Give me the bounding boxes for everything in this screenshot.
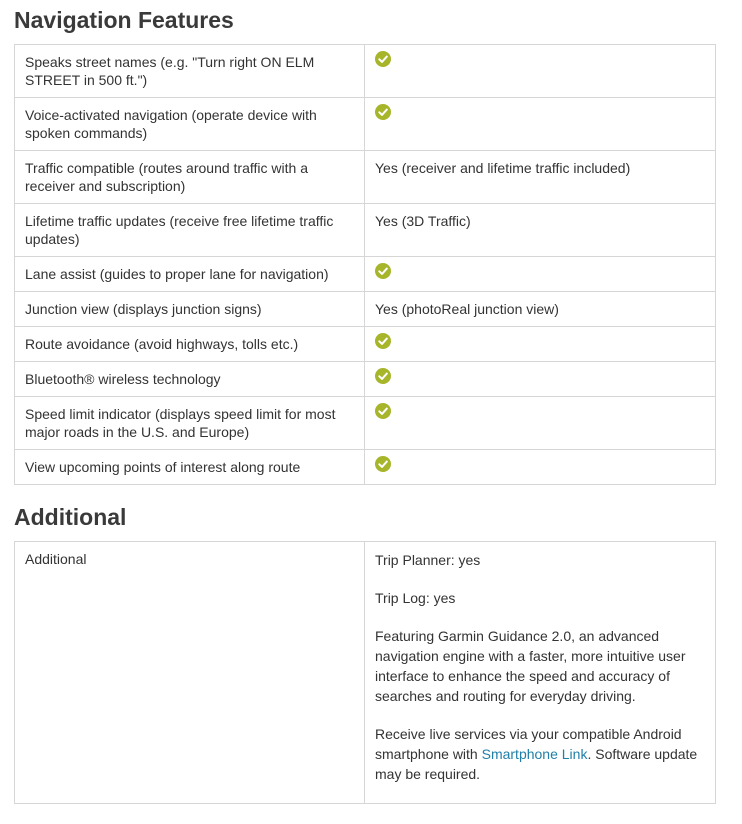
check-circle-icon [375, 104, 391, 120]
feature-value [365, 151, 716, 204]
table-row [15, 98, 716, 151]
navigation-features-body [15, 45, 716, 485]
check-circle-icon [375, 333, 391, 349]
table-row [15, 45, 716, 98]
check-circle-icon [375, 368, 391, 384]
table-row [15, 292, 716, 327]
table-row [15, 542, 716, 804]
feature-label: Lifetime traffic updates (receive free lifetime traffic updates) [15, 204, 365, 257]
feature-label: Junction view (displays junction signs) [15, 292, 365, 327]
feature-value [365, 450, 716, 485]
section-title-additional: Additional [14, 504, 127, 530]
feature-label: Speed limit indicator (displays speed limit for most major roads in the U.S. and Europe) [15, 397, 365, 450]
feature-value-text: Yes (receiver and lifetime traffic included) [375, 160, 631, 176]
table-row [15, 327, 716, 362]
additional-value [365, 542, 716, 804]
check-circle-icon [375, 456, 391, 472]
check-circle-icon [375, 51, 391, 67]
feature-value [365, 397, 716, 450]
live-services-suffix: . Software update may be required. [375, 746, 698, 782]
check-circle-icon [375, 263, 391, 279]
feature-label: View upcoming points of interest along route [15, 450, 365, 485]
section-title-navigation-features: Navigation Features [14, 7, 234, 33]
feature-value-text: Yes (photoReal junction view) [375, 301, 559, 317]
live-services-text [375, 724, 705, 784]
table-row [15, 450, 716, 485]
table-row [15, 257, 716, 292]
smartphone-link[interactable]: Smartphone Link [481, 746, 588, 762]
feature-value [365, 257, 716, 292]
feature-value [365, 98, 716, 151]
feature-label: Lane assist (guides to proper lane for navigation) [15, 257, 365, 292]
feature-label: Traffic compatible (routes around traffic with a receiver and subscription) [15, 151, 365, 204]
additional-table [14, 541, 716, 804]
feature-label: Route avoidance (avoid highways, tolls etc.) [15, 327, 365, 362]
live-services-prefix: Receive live services via your compatible Android smartphone with [375, 726, 682, 762]
table-row [15, 151, 716, 204]
trip-planner-text: Trip Planner: yes [375, 552, 481, 568]
table-row [15, 362, 716, 397]
feature-value [365, 362, 716, 397]
feature-label: Bluetooth® wireless technology [15, 362, 365, 397]
navigation-features-table [14, 44, 716, 485]
feature-value [365, 204, 716, 257]
guidance-text: Featuring Garmin Guidance 2.0, an advanced navigation engine with a faster, more intuitive user interface to enhance the speed and accuracy of searches and routing for everyday driving. [375, 628, 686, 704]
feature-label: Voice-activated navigation (operate device with spoken commands) [15, 98, 365, 151]
additional-label: Additional [15, 542, 365, 804]
feature-value [365, 327, 716, 362]
feature-value [365, 45, 716, 98]
table-row [15, 204, 716, 257]
feature-label: Speaks street names (e.g. "Turn right ON ELM STREET in 500 ft.") [15, 45, 365, 98]
table-row [15, 397, 716, 450]
feature-value [365, 292, 716, 327]
feature-value-text: Yes (3D Traffic) [375, 213, 471, 229]
check-circle-icon [375, 403, 391, 419]
trip-log-text: Trip Log: yes [375, 590, 456, 606]
